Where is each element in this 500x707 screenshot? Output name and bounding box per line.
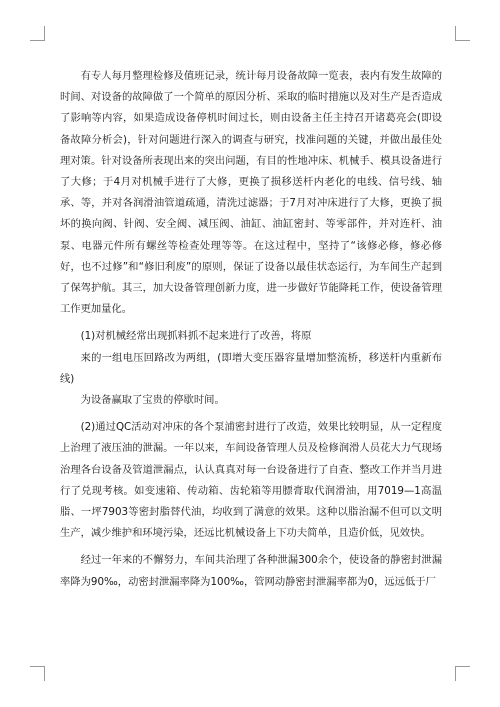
document-body [60,66,442,593]
page-corner-mark-bottom-left [30,666,45,681]
page-corner-mark-top-left [30,26,45,41]
paragraph-item-2: (2)通过QC活动对冲床的各个泵浦密封进行了改造，效果比较明显，从一定程度上治理了液压油的泄漏。一年以来，车间设备管理人员及检修润滑人员花大力气现场治理各台设备及管道泄漏点，认认真真对每一台设备进行了自查、整改工作并当月进行了兑现考核。如变速箱、传动箱、齿轮箱等用膘膏取代润滑油，用7019—1高温脂、一坪7903等密封脂替代油，均收到了满意的效果。这种以脂治漏不但可以文明生产，减少维护和环境污染，还远比机械设备上下功夫简单，且造价低，见效快。 [60,421,442,540]
paragraph-item-1-continued: 来的一组电压回路改为两组，(即增大变压器容量增加整流桥，移送杆内重新布线) [60,351,442,385]
paragraph-item-1-start: (1)对机械经常出现抓料抓不起来进行了改善，将原 [80,330,312,343]
paragraph-summary: 经过一年来的不懈努力，车间共治理了各种泄漏300余个，使设备的静密封泄漏率降为90‰，动密封泄漏率降为100‰，管网动静密封泄漏率都为0，远远低于厂 [60,554,442,588]
page-corner-mark-bottom-right [455,666,470,681]
paragraph-item-1-result: 为设备赢取了宝贵的停歇时间。 [80,394,225,407]
page-corner-mark-top-right [455,26,470,41]
paragraph-maintenance-records: 有专人每月整理检修及值班记录，统计每月设备故障一览表，表内有发生故障的时间、对设备的故障做了一个简单的原因分析、采取的临时措施以及对生产是否造成了影响等内容，如果造成设备停机时间过长，则由设备主任主持召开诸葛亮会(即设备故障分析会)，针对问题进行深入的调查与研究，找准问题的关键，并做出最佳处理对策。针对设备所表现出来的突出问题，有目的性地冲床、机械手、模具设备进行了大修；于4月对机械手进行了大修，更换了损移送杆内老化的电线、信号线、轴承、等，并对各润滑油管道疏通，清洗过滤器；于7月对冲床进行了大修，更换了损坏的换向阀、针阀、安全阀、减压阀、油缸、油缸密封、等零部件，并对连杆、油泵、电器元件所有螺丝等检查处理等等。在这过程中，坚持了“该修必修，修必修好，也不过修”和“修旧利废”的原则，保证了设备以最佳状态运行，为车间生产起到了保驾护航。其三，加大设备管理创新力度，进一步做好节能降耗工作，使设备管理工作更加量化。 [60,70,442,316]
